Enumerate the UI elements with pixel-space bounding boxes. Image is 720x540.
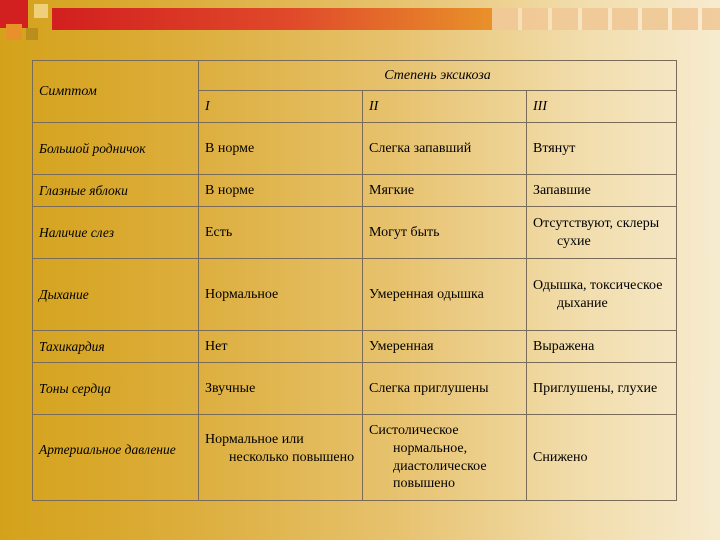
decor-bar-red (52, 8, 292, 30)
value-cell: Запавшие (527, 175, 677, 207)
value-cell: Могут быть (363, 207, 527, 259)
value-cell: Втянут (527, 123, 677, 175)
symptom-cell: Большой родничок (33, 123, 199, 175)
header-row-1 (33, 61, 677, 91)
value-cell: Слегка приглушены (363, 363, 527, 415)
degree-ii: II (363, 91, 527, 123)
value-cell: Нет (199, 331, 363, 363)
degree-iii: III (527, 91, 677, 123)
value-cell: Нормальное (199, 259, 363, 331)
decor-square-light (34, 4, 48, 18)
value-cell: Снижено (527, 415, 677, 501)
table-row (33, 175, 677, 207)
table-row (33, 363, 677, 415)
symptom-cell: Тахикардия (33, 331, 199, 363)
table-row (33, 415, 677, 501)
symptom-cell: Дыхание (33, 259, 199, 331)
symptom-header: Симптом (33, 61, 199, 123)
value-cell: Умеренная одышка (363, 259, 527, 331)
value-cell: Умеренная (363, 331, 527, 363)
symptom-cell: Тоны сердца (33, 363, 199, 415)
table-row (33, 331, 677, 363)
value-cell: Одышка, токсическое дыхание (527, 259, 677, 331)
value-cell: В норме (199, 175, 363, 207)
value-cell: Приглушены, глухие (527, 363, 677, 415)
exicosis-table (32, 60, 677, 501)
decor-bar-fade (492, 8, 720, 30)
decor-square-gold (26, 28, 38, 40)
value-cell: Отсутствуют, склеры сухие (527, 207, 677, 259)
value-cell: Систолическое нормальное, диастолическое повышено (363, 415, 527, 501)
value-cell: Есть (199, 207, 363, 259)
value-cell: В норме (199, 123, 363, 175)
value-cell: Звучные (199, 363, 363, 415)
value-cell: Слегка запавший (363, 123, 527, 175)
table-row (33, 259, 677, 331)
symptom-cell: Глазные яблоки (33, 175, 199, 207)
table-row (33, 207, 677, 259)
header-decoration (0, 0, 720, 48)
decor-bar-orange (292, 8, 492, 30)
degree-i: I (199, 91, 363, 123)
value-cell: Мягкие (363, 175, 527, 207)
value-cell: Выражена (527, 331, 677, 363)
degree-header: Степень эксикоза (199, 61, 677, 91)
symptom-cell: Наличие слез (33, 207, 199, 259)
symptom-cell: Артериальное давление (33, 415, 199, 501)
decor-square-orange (6, 24, 22, 40)
value-cell: Нормальное или несколько повышено (199, 415, 363, 501)
table-row (33, 123, 677, 175)
